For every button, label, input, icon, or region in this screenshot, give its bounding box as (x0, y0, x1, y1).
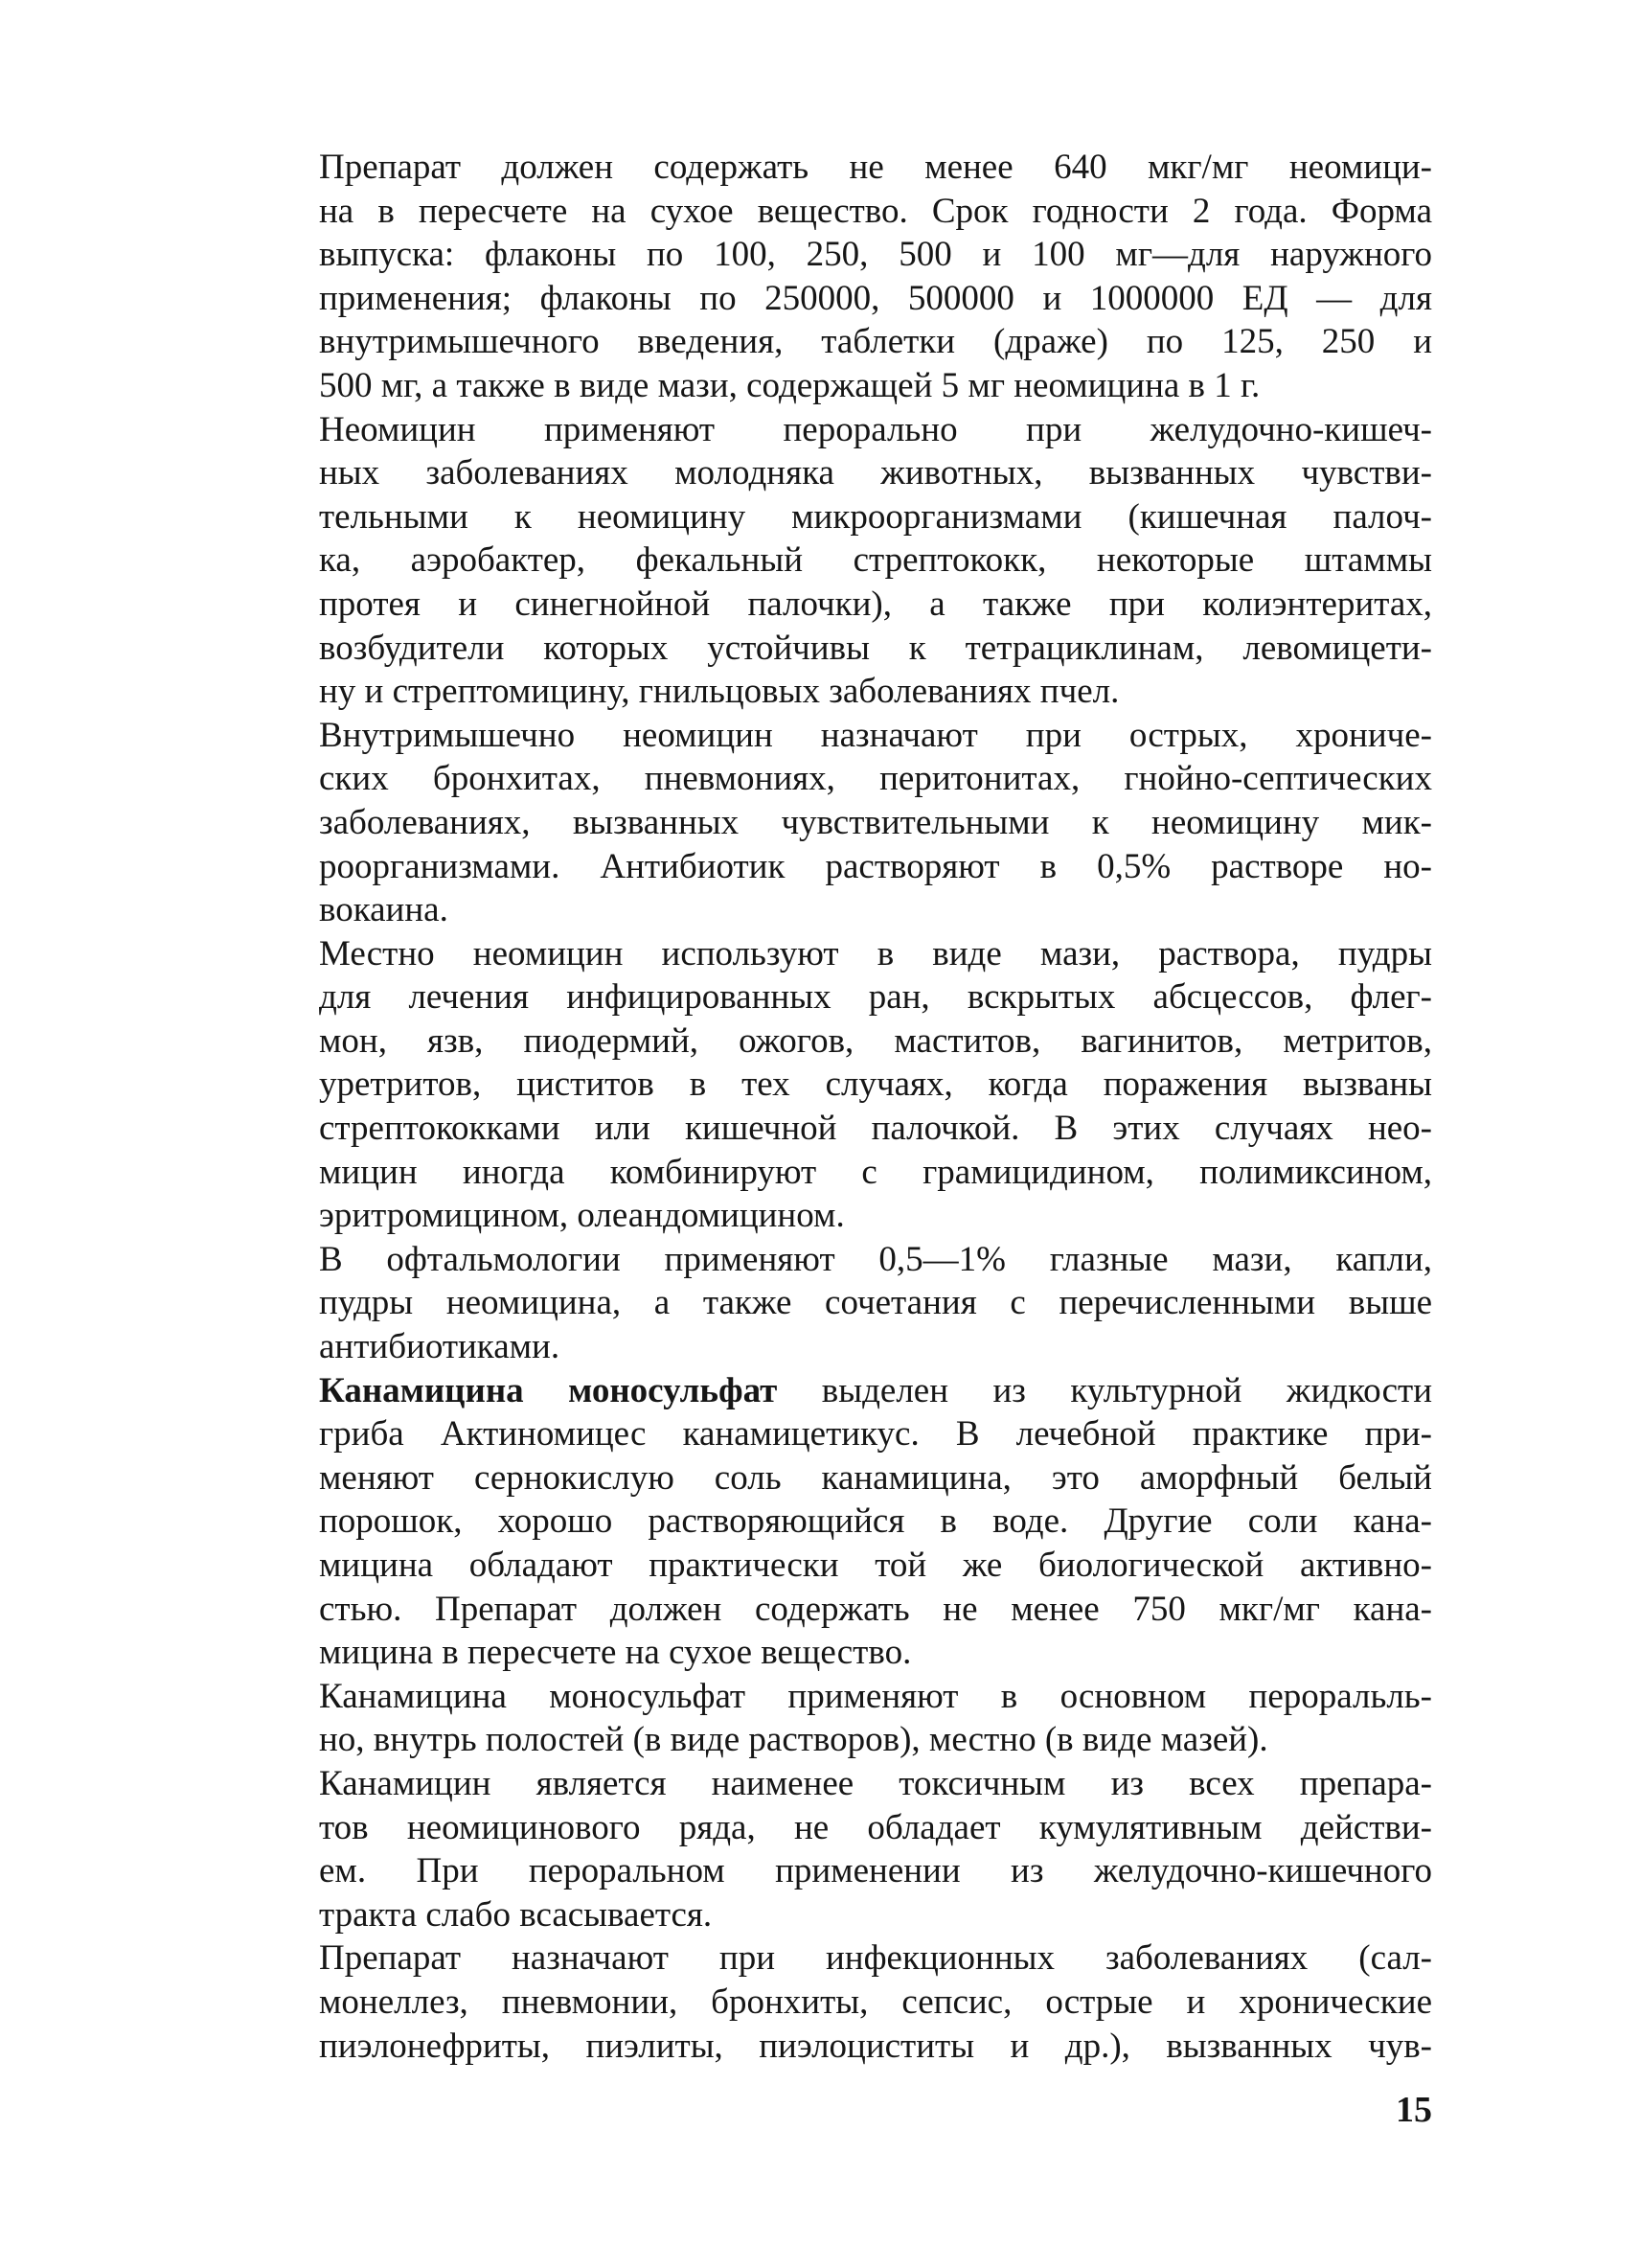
paragraph-6 (271, 1369, 1432, 1675)
text-line: Препарат назначают при инфекционных заболеваниях (сал- (319, 1938, 1432, 1979)
text-line: Канамицина моносульфат применяют в основном пероральль- (319, 1676, 1432, 1716)
text-line: антибиотиками. (319, 1327, 560, 1367)
paragraph-3 (271, 714, 1432, 932)
text-line: Местно неомицин используют в виде мази, раствора, пудры (319, 933, 1432, 974)
text-line: тельными к неомицину микроорганизмами (кишечная палоч- (319, 496, 1432, 537)
text-line: Неомицин применяют перорально при желудочно-кишеч- (319, 409, 1432, 449)
paragraph-4 (271, 932, 1432, 1238)
text-line: ка, аэробактер, фекальный стрептококк, некоторые штаммы (319, 540, 1432, 581)
text-line: внутримышечного введения, таблетки (драже) по 125, 250 и (319, 322, 1432, 362)
text-line: роорганизмами. Антибиотик растворяют в 0,5% растворе но- (319, 846, 1432, 886)
text-line: порошок, хорошо растворяющийся в воде. Другие соли кана- (319, 1501, 1432, 1542)
text-line: для лечения инфицированных ран, вскрытых абсцессов, флег- (319, 977, 1432, 1018)
paragraph-9 (271, 1936, 1432, 2068)
text-line: применения; флаконы по 250000, 500000 и 1000000 ЕД — для (319, 278, 1432, 318)
text-line: на в пересчете на сухое вещество. Срок годности 2 года. Форма (319, 191, 1432, 231)
text-line: В офтальмологии применяют 0,5—1% глазные мази, капли, (319, 1239, 1432, 1279)
text-line: 500 мг, а также в виде мази, содержащей 5 мг неомицина в 1 г. (319, 365, 1261, 405)
text-line: стрептококками или кишечной палочкой. В этих случаях нео- (319, 1109, 1432, 1149)
text-line: меняют сернокислую соль канамицина, это аморфный белый (319, 1457, 1432, 1498)
text-line: Канамицин является наименее токсичным из всех препара- (319, 1763, 1432, 1803)
text-line: Внутримышечно неомицин назначают при острых, хрониче- (319, 715, 1432, 755)
text-line: вокаина. (319, 890, 448, 930)
text-line: тракта слабо всасывается. (319, 1894, 713, 1935)
text-line: выпуска: флаконы по 100, 250, 500 и 100 мг—для наружного (319, 235, 1432, 275)
paragraph-2 (271, 408, 1432, 714)
text-line: пиэлонефриты, пиэлиты, пиэлоциститы и др.), вызванных чув- (319, 2026, 1432, 2066)
text-line: ем. При пероральном применении из желудочно-кишечного (319, 1851, 1432, 1891)
text-line: ных заболеваниях молодняка животных, вызванных чувстви- (319, 453, 1432, 493)
text-line: Препарат должен содержать не менее 640 мкг/мг неомици- (319, 148, 1432, 187)
text-line: мицин иногда комбинируют с грамицидином, полимиксином, (319, 1152, 1432, 1192)
text-line: тов неомицинового ряда, не обладает кумулятивным действи- (319, 1807, 1432, 1847)
term-heading: Канамицина моносульфат (319, 1370, 778, 1410)
text-line: уретритов, циститов в тех случаях, когда поражения вызваны (319, 1065, 1432, 1105)
paragraph-1 (271, 146, 1432, 408)
text-line: но, внутрь полостей (в виде растворов), местно (в виде мазей). (319, 1720, 1268, 1760)
text-line: ну и стрептомицину, гнильцовых заболеваниях пчел. (319, 672, 1120, 712)
paragraph-8 (271, 1762, 1432, 1936)
text-line: мицина обладают практически той же биологической активно- (319, 1546, 1432, 1585)
text-line: Канамицина моносульфат выделен из культурной жидкости (319, 1370, 1432, 1410)
text-line: протея и синегнойной палочки), а также при колиэнтеритах, (319, 584, 1432, 624)
text-line: монеллез, пневмонии, бронхиты, сепсис, острые и хронические (319, 1982, 1432, 2022)
text-line: возбудители которых устойчивы к тетрациклинам, левомицети- (319, 628, 1432, 668)
text-line: мон, язв, пиодермий, ожогов, маститов, вагинитов, метритов, (319, 1020, 1432, 1061)
text-line: мицина в пересчете на сухое вещество. (319, 1633, 912, 1673)
text-line: стью. Препарат должен содержать не менее 750 мкг/мг кана- (319, 1589, 1432, 1629)
text-line: пудры неомицина, а также сочетания с перечисленными выше (319, 1283, 1432, 1323)
page-body (271, 146, 1432, 2068)
page-number: 15 (1396, 2090, 1432, 2130)
text-line: эритромицином, олеандомицином. (319, 1196, 845, 1236)
text-line: гриба Актиномицес канамицетикус. В лечебной практике при- (319, 1414, 1432, 1455)
text-line: ских бронхитах, пневмониях, перитонитах, гнойно-септических (319, 759, 1432, 799)
text-line: заболеваниях, вызванных чувствительными к неомицину мик- (319, 802, 1432, 842)
paragraph-7 (271, 1675, 1432, 1762)
paragraph-5 (271, 1238, 1432, 1369)
